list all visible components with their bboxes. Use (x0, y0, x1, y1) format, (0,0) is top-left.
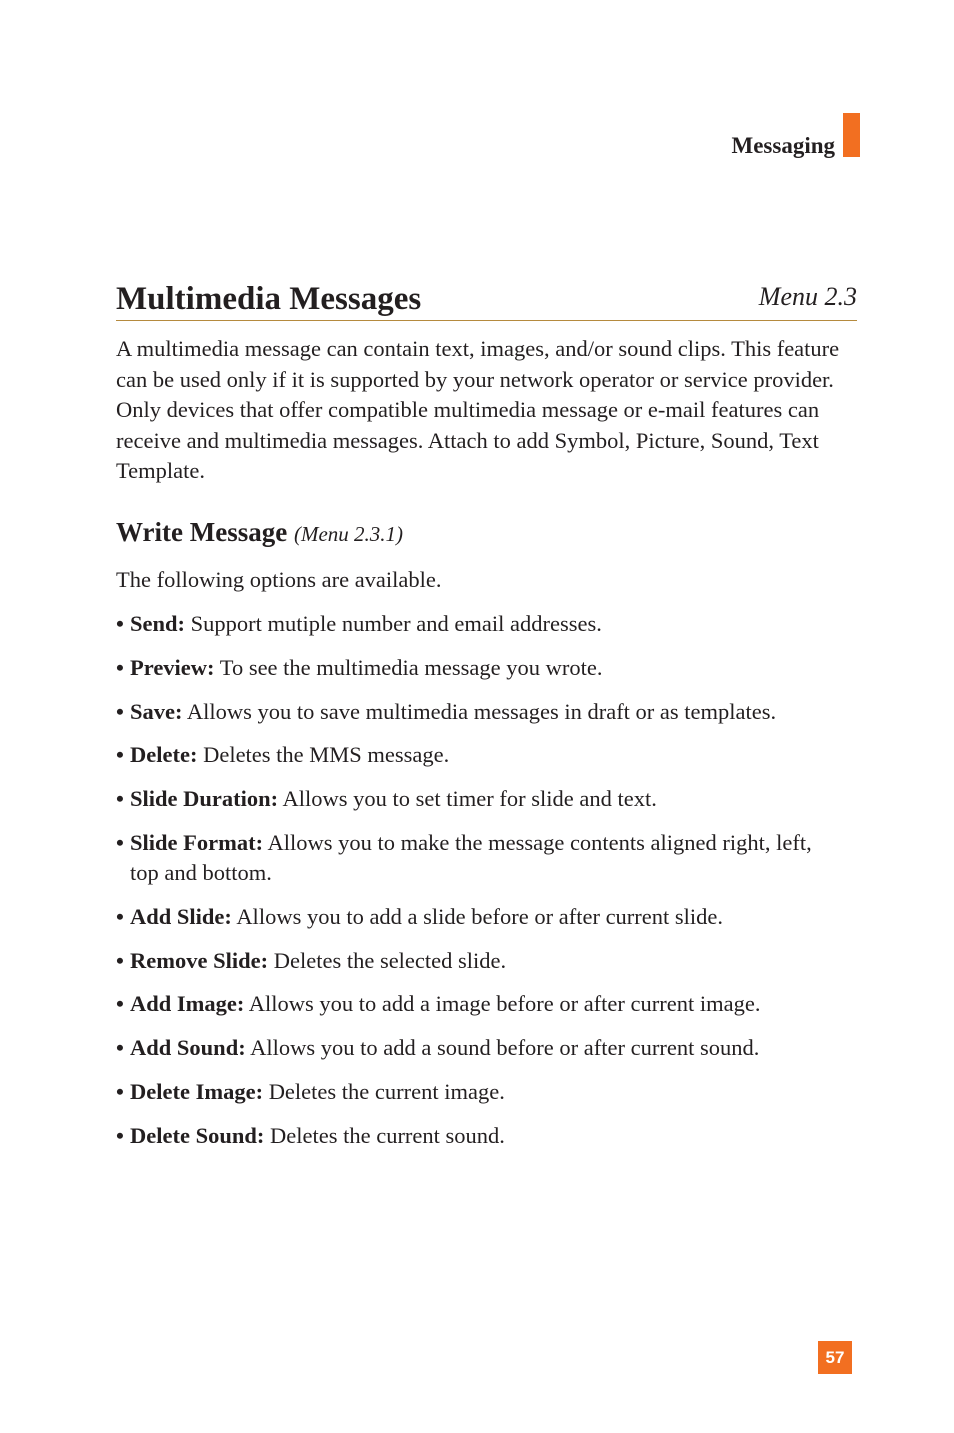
section-tab-marker (843, 113, 860, 157)
intro-paragraph: A multimedia message can contain text, images, and/or sound clips. This feature can be used only if it is supported by your network operator or service provider. Only devices that offer compatible multimedia message or e-mail features can receive and multimedia messages. Attach to add Symbol, Picture, Sound, Text Template. (116, 336, 840, 484)
option-item-add-sound (116, 1033, 846, 1063)
option-term: Add Image: (130, 991, 245, 1017)
subsection-menu-reference: (Menu 2.3.1) (293, 522, 404, 546)
bullet: • (116, 786, 124, 812)
menu-reference: Menu 2.3 (758, 282, 857, 311)
option-description: Allows you to add a image before or after current image. (248, 991, 761, 1017)
option-item-send (116, 609, 846, 639)
option-description: Allows you to save multimedia messages in draft or as templates. (186, 698, 777, 724)
option-description: Support mutiple number and email addresses. (190, 611, 602, 636)
option-item-preview (116, 653, 846, 683)
option-term: Save: (130, 698, 183, 724)
option-description: Deletes the current image. (268, 1078, 505, 1104)
bullet: • (116, 1078, 124, 1104)
option-term: Add Slide: (130, 903, 232, 929)
bullet: • (116, 1035, 124, 1061)
bullet: • (116, 742, 124, 768)
option-item-delete-image (116, 1077, 846, 1107)
option-item-slide-format (116, 828, 846, 888)
option-term: Remove Slide: (130, 947, 269, 973)
option-term: Preview: (130, 654, 215, 680)
option-description: Deletes the selected slide. (273, 947, 507, 973)
page-number: 57 (818, 1341, 852, 1374)
bullet: • (116, 611, 124, 636)
subsection-heading (116, 514, 403, 552)
option-item-delete-sound (116, 1121, 846, 1151)
options-list (116, 609, 846, 1165)
option-term: Delete Sound: (130, 1122, 265, 1148)
bullet: • (116, 947, 124, 973)
option-description: Deletes the MMS message. (203, 742, 450, 768)
bullet: • (116, 1122, 124, 1148)
option-description: Allows you to add a slide before or after current slide. (236, 903, 724, 929)
option-term: Slide Duration: (130, 786, 279, 812)
option-term: Add Sound: (130, 1035, 246, 1061)
bullet: • (116, 991, 124, 1017)
bullet: • (116, 903, 124, 929)
option-item-remove-slide (116, 946, 846, 976)
option-item-save (116, 697, 846, 727)
option-item-slide-duration (116, 784, 846, 814)
option-description: Deletes the current sound. (270, 1122, 505, 1148)
option-description: To see the multimedia message you wrote. (219, 654, 603, 680)
bullet: • (116, 829, 124, 855)
option-description: Allows you to add a sound before or after current sound. (250, 1035, 760, 1061)
running-header: Messaging (731, 133, 835, 158)
option-item-add-slide (116, 902, 846, 932)
bullet: • (116, 654, 124, 680)
option-item-add-image (116, 989, 846, 1019)
option-description: Allows you to set timer for slide and text. (282, 786, 657, 812)
option-description: Allows you to make the message contents aligned right, left, top and bottom. (130, 829, 812, 885)
option-term: Send: (130, 611, 186, 636)
option-term: Slide Format: (130, 829, 264, 855)
option-term: Delete: (130, 742, 198, 768)
page-title: Multimedia Messages (116, 281, 422, 317)
option-term: Delete Image: (130, 1078, 264, 1104)
subsection-title: Write Message (116, 517, 288, 547)
bullet: • (116, 698, 124, 724)
section-title-row (116, 278, 857, 321)
option-item-delete (116, 740, 846, 770)
options-intro: The following options are available. (116, 567, 442, 592)
